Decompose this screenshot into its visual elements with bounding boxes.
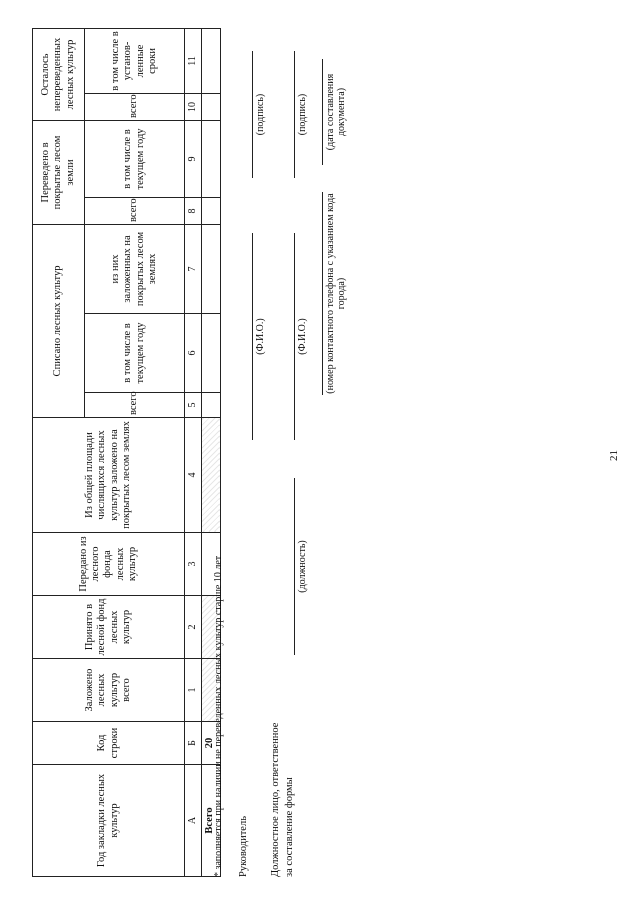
header-converted-this-year: в том числе в текущем году (85, 120, 185, 197)
position-caption: (должность) (297, 540, 308, 593)
data-cell[interactable] (201, 197, 220, 224)
head-fio-caption: (Ф.И.О.) (255, 318, 266, 355)
responsible-fio-caption: (Ф.И.О.) (297, 318, 308, 355)
column-number: 6 (185, 314, 202, 393)
header-transferred: Передано из лесного фонда лесных культур (33, 533, 185, 596)
column-number: 3 (185, 533, 202, 596)
footnote: * заполняется при наличии не переведенных лесных культур старше 10 лет (213, 555, 224, 877)
header-written-off-this-year: в том числе в текущем году (85, 314, 185, 393)
responsible-signature-caption: (подпись) (297, 93, 308, 136)
header-converted: Переведено в покрытые лесом земли (33, 120, 85, 224)
column-number: Б (185, 722, 202, 765)
date-caption: (дата составления документа) (325, 73, 347, 151)
header-remaining-in-time: в том числе в установ-ленные сроки (85, 28, 185, 93)
phone-line[interactable] (322, 192, 323, 395)
column-number: 11 (185, 28, 202, 93)
column-number: 4 (185, 418, 202, 533)
total-row-label: Всего (201, 765, 220, 877)
page-number: 21 (608, 450, 620, 461)
responsible-label-1: Должностное лицо, ответственное (270, 722, 281, 877)
header-planted-total: Заложено лесных культур всего (33, 659, 185, 722)
column-number: 2 (185, 596, 202, 659)
header-converted-total: всего (85, 197, 185, 224)
total-row-code: 20 (201, 722, 220, 765)
responsible-label-2: за составление формы (284, 777, 295, 877)
position-line[interactable] (294, 478, 295, 655)
phone-caption: (номер контактного телефона с указанием кода города) (325, 193, 347, 394)
column-number-row (185, 28, 202, 876)
data-cell[interactable] (201, 93, 220, 120)
header-of-area: Из общей площади числящихся лесных культур заложено на покрытых лесом землях (33, 418, 185, 533)
data-cell[interactable] (201, 314, 220, 393)
data-cell[interactable] (201, 393, 220, 418)
column-number: 1 (185, 659, 202, 722)
header-written-off-of-them: из них заложенных на покрытых лесом землях (85, 224, 185, 313)
column-number: 10 (185, 93, 202, 120)
head-signature-caption: (подпись) (255, 93, 266, 136)
header-year: Год закладки лесных культур (33, 765, 185, 877)
header-remaining-total: всего (85, 93, 185, 120)
column-number: 8 (185, 197, 202, 224)
data-cell[interactable] (201, 28, 220, 93)
date-line[interactable] (322, 59, 323, 165)
header-written-off: Списано лесных культур (33, 224, 85, 417)
head-fio-line[interactable] (252, 233, 253, 440)
responsible-signature-line[interactable] (294, 51, 295, 178)
header-accepted: Принято в лесной фонд лесных культур (33, 596, 185, 659)
column-number: 9 (185, 120, 202, 197)
data-cell[interactable] (201, 224, 220, 313)
header-remaining: Осталось непереведенных лесных культур (33, 28, 85, 120)
head-label: Руководитель (238, 816, 249, 877)
column-number: 7 (185, 224, 202, 313)
data-cell[interactable] (201, 120, 220, 197)
responsible-fio-line[interactable] (294, 233, 295, 440)
column-number: А (185, 765, 202, 877)
header-written-off-total: всего (85, 393, 185, 418)
forest-cultures-table (32, 28, 221, 877)
column-number: 5 (185, 393, 202, 418)
head-signature-line[interactable] (252, 51, 253, 178)
data-cell-hatched[interactable] (201, 418, 220, 533)
header-code: Код строки (33, 722, 185, 765)
